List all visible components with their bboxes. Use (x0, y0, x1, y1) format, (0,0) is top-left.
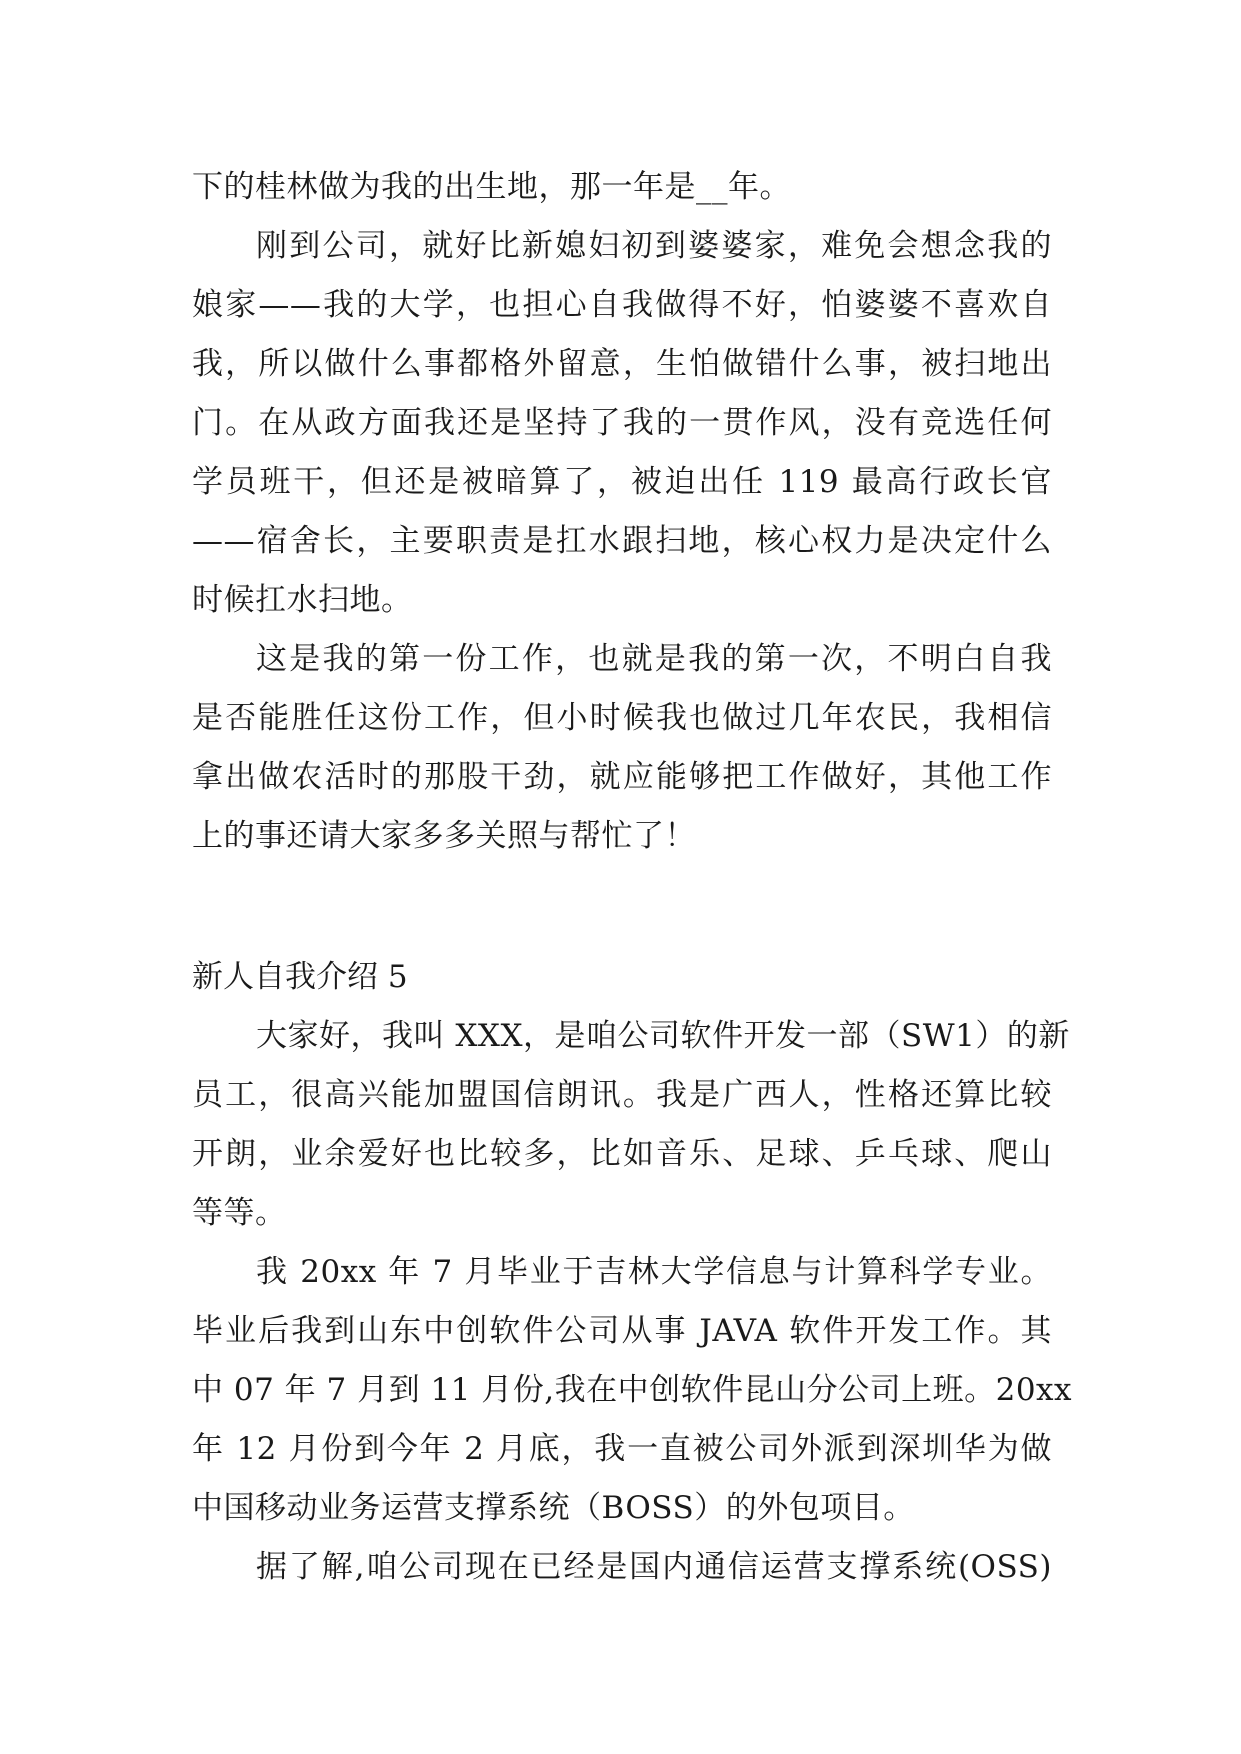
paragraph-line: 等等。 (192, 1195, 287, 1231)
paragraph-line: 中国移动业务运营支撑系统（BOSS）的外包项目。 (192, 1490, 915, 1526)
paragraph-line: 我 20xx 年 7 月毕业于吉林大学信息与计算科学专业。 (256, 1254, 1052, 1290)
paragraph-line: 是否能胜任这份工作，但小时候我也做过几年农民，我相信 (192, 700, 1052, 736)
paragraph-line: ——宿舍长，主要职责是扛水跟扫地，核心权力是决定什么 (192, 523, 1052, 559)
paragraph-line: 大家好，我叫 XXX，是咱公司软件开发一部（SW1）的新 (256, 1018, 1070, 1054)
paragraph-line: 下的桂林做为我的出生地，那一年是__年。 (192, 169, 791, 205)
paragraph-line: 我，所以做什么事都格外留意，生怕做错什么事，被扫地出 (192, 346, 1052, 382)
paragraph-line: 员工，很高兴能加盟国信朗讯。我是广西人，性格还算比较 (192, 1077, 1052, 1113)
paragraph-line: 学员班干，但还是被暗算了，被迫出任 119 最高行政长官 (192, 464, 1052, 500)
paragraph-line: 年 12 月份到今年 2 月底，我一直被公司外派到深圳华为做 (192, 1431, 1052, 1467)
paragraph-line: 时候扛水扫地。 (192, 582, 413, 618)
paragraph-line: 娘家——我的大学，也担心自我做得不好，怕婆婆不喜欢自 (192, 287, 1052, 323)
section-title: 新人自我介绍 5 (192, 959, 408, 995)
text-column (192, 158, 1073, 1597)
section-spacer (192, 866, 1052, 948)
paragraph-line: 刚到公司，就好比新媳妇初到婆婆家，难免会想念我的 (256, 228, 1052, 264)
paragraph-line: 据了解,咱公司现在已经是国内通信运营支撑系统(OSS) (256, 1549, 1052, 1585)
paragraph-line: 上的事还请大家多多关照与帮忙了！ (192, 818, 696, 854)
paragraph-line: 这是我的第一份工作，也就是我的第一次，不明白自我 (256, 641, 1052, 677)
paragraph-line: 开朗，业余爱好也比较多，比如音乐、足球、乒乓球、爬山 (192, 1136, 1052, 1172)
paragraph-line: 中 07 年 7 月到 11 月份,我在中创软件昆山分公司上班。20xx (192, 1372, 1073, 1408)
paragraph-line: 门。在从政方面我还是坚持了我的一贯作风，没有竞选任何 (192, 405, 1052, 441)
paragraph-line: 拿出做农活时的那股干劲，就应能够把工作做好，其他工作 (192, 759, 1052, 795)
paragraph-line: 毕业后我到山东中创软件公司从事 JAVA 软件开发工作。其 (192, 1313, 1052, 1349)
